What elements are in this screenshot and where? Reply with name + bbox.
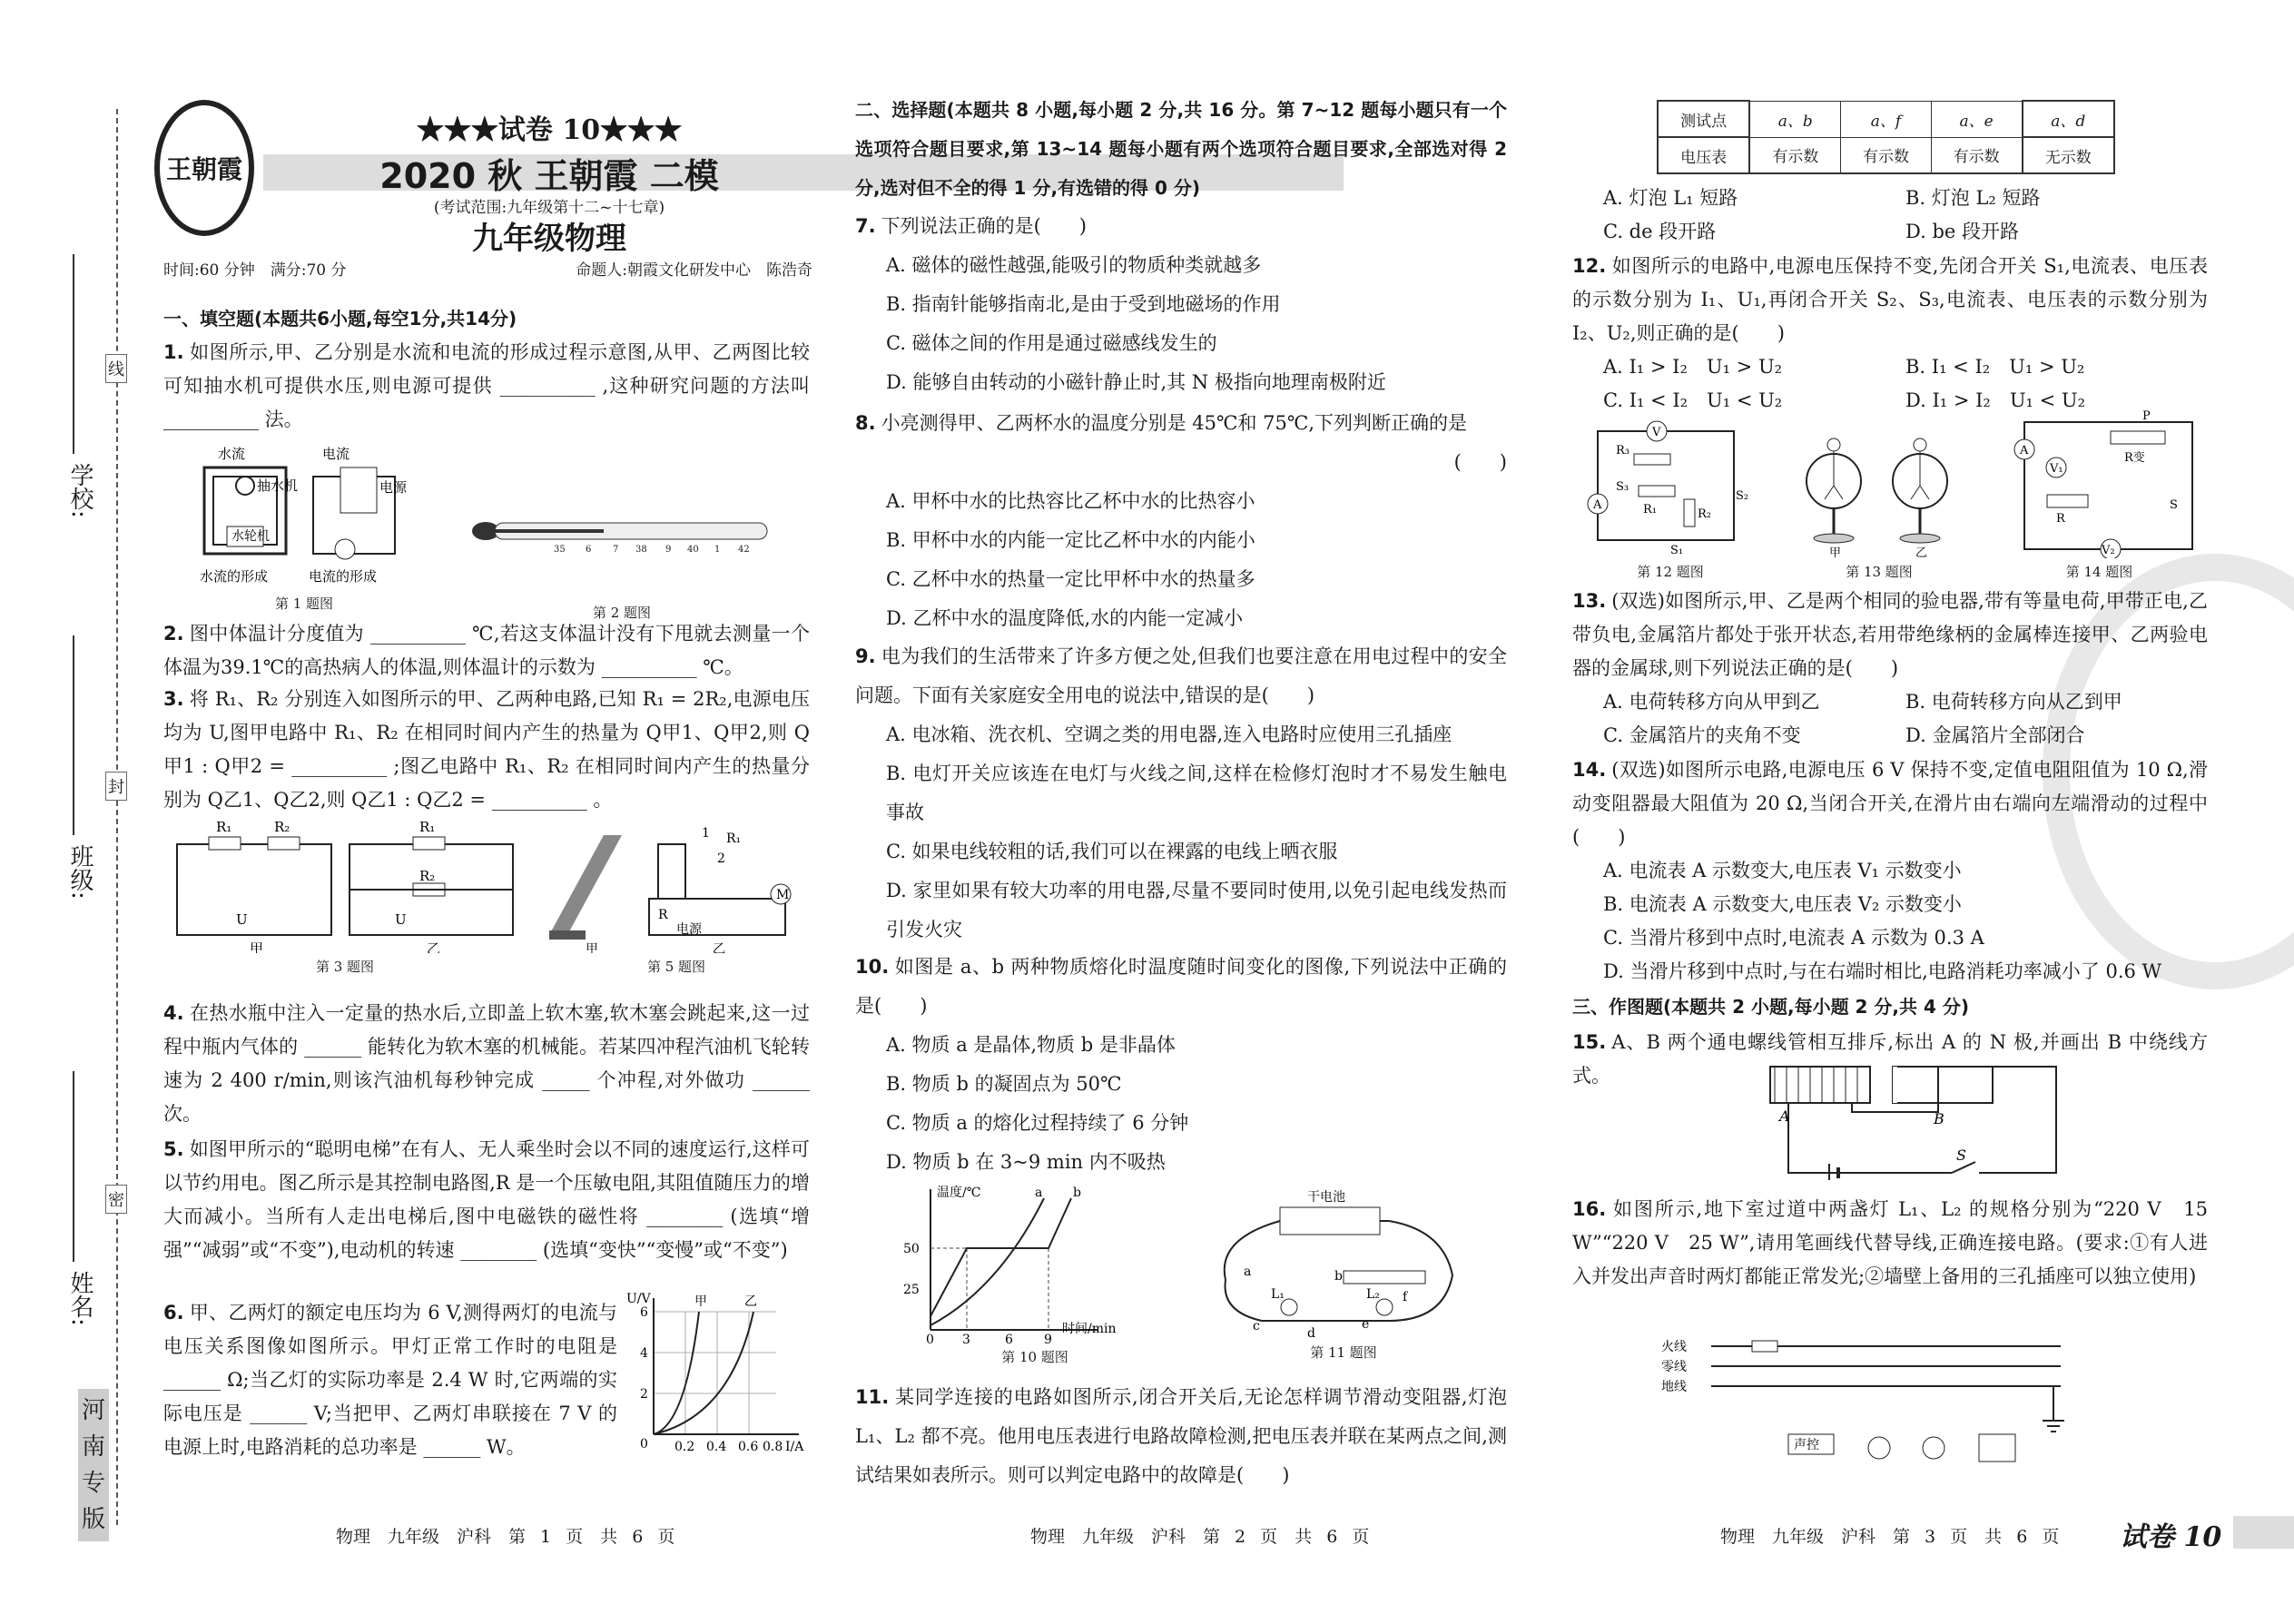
iu-graph [622, 1289, 812, 1471]
question-12 [1572, 250, 2208, 418]
fig3-caption: 第 3 题图 [315, 959, 375, 975]
question-9 [855, 637, 1507, 950]
badge-bar [2233, 1516, 2294, 1549]
table-cell: 有示数 [1749, 137, 1840, 173]
svg-text:R: R [658, 908, 668, 922]
exam-title: 2020 秋 王朝霞 二模 [379, 156, 719, 196]
svg-text:U: U [236, 911, 248, 928]
exam-time: 时间:60 分钟 满分:70 分 [163, 261, 347, 280]
q-num: 12. [1572, 255, 1607, 277]
svg-text:I/A: I/A [785, 1440, 804, 1454]
fig1-label: 水流的形成 [200, 568, 269, 585]
q7-text: 下列说法正确的是( ) [881, 215, 1087, 237]
q8-option-c[interactable]: C. 乙杯中水的热量一定比甲杯中水的热量多 [886, 568, 1255, 590]
fig1-label: 水流 [218, 446, 246, 462]
svg-text:时间/min: 时间/min [1062, 1322, 1117, 1336]
table-cell: a、f [1841, 101, 1931, 137]
svg-text:S: S [2170, 498, 2178, 512]
question-11 [855, 1378, 1507, 1495]
q1-text: 如图所示,甲、乙分别是水流和电流的形成过程示意图,从甲、乙两图比较可知抽水机可提供水压,则电源可提供 __________ ,这种研究问题的方法叫 __________ 法。 [163, 341, 810, 430]
svg-text:3: 3 [962, 1333, 970, 1343]
q13-option-a[interactable]: A. 电荷转移方向从甲到乙 [1603, 691, 1820, 713]
q-num: 10. [855, 956, 890, 978]
svg-text:甲: 甲 [1829, 546, 1842, 558]
fig1-label: 电源 [379, 479, 408, 496]
table-cell: a、d [2023, 101, 2114, 137]
svg-text:40: 40 [687, 545, 699, 555]
svg-text:火线: 火线 [1661, 1340, 1687, 1354]
q7-option-a[interactable]: A. 磁体的磁性越强,能吸引的物质种类就越多 [886, 254, 1262, 276]
svg-text:乙: 乙 [713, 942, 725, 953]
q-num: 8. [855, 412, 876, 434]
svg-text:乙: 乙 [1915, 546, 1928, 558]
q13-option-c[interactable]: C. 金属箔片的夹角不变 [1603, 724, 1801, 746]
question-7 [855, 207, 1507, 402]
q9-option-c[interactable]: C. 如果电线较粗的话,我们可以在裸露的电线上晒衣服 [886, 841, 1338, 862]
svg-text:S₂: S₂ [1736, 489, 1749, 503]
svg-text:R₁: R₁ [726, 832, 742, 846]
question-3 [163, 683, 810, 817]
mark-mi: 密 [105, 1185, 127, 1214]
question-4 [163, 997, 810, 1131]
svg-text:P: P [2142, 409, 2151, 423]
fig1-label: 水轮机 [231, 529, 270, 544]
q3-text: 将 R₁、R₂ 分别连入如图所示的甲、乙两种电路,已知 R₁ = 2R₂,电源电压均为 U,图甲电路中 R₁、R₂ 在相同时间内产生的热量为 Q甲1、Q甲2,则 Q甲1 : Q甲2 = __________ ;图乙电路中 R₁、R₂ 在相同时间内产生的热量分别为 Q乙1、Q乙2,则 Q乙1 : Q乙2 = __________ 。 [163, 688, 810, 811]
q11-option-a[interactable]: A. 灯泡 L₁ 短路 [1603, 187, 1738, 209]
q-num: 14. [1572, 759, 1607, 781]
section-fill-in-title: 一、填空题(本题共6小题,每空1分,共14分) [163, 308, 517, 330]
figure-16 [1661, 1330, 2070, 1484]
exam-badge: 试卷 10 [2120, 1521, 2222, 1553]
svg-text:e: e [1362, 1317, 1370, 1332]
table-cell: 有示数 [1931, 137, 2022, 173]
svg-text:2: 2 [640, 1387, 648, 1402]
q10-option-c[interactable]: C. 物质 a 的熔化过程持续了 6 分钟 [886, 1112, 1189, 1134]
svg-text:6: 6 [586, 545, 592, 555]
svg-text:乙: 乙 [744, 1294, 757, 1309]
svg-text:干电池: 干电池 [1307, 1190, 1345, 1205]
figure-12 [1580, 413, 1761, 586]
q11-option-b[interactable]: B. 灯泡 L₂ 短路 [1905, 187, 2041, 209]
svg-text:0: 0 [640, 1437, 648, 1452]
question-2 [163, 617, 810, 684]
svg-text:R₂: R₂ [419, 868, 436, 884]
svg-text:电源: 电源 [676, 922, 702, 937]
q13-option-b[interactable]: B. 电荷转移方向从乙到甲 [1905, 691, 2122, 713]
section-drawing-title: 三、作图题(本题共 2 小题,每小题 2 分,共 4 分) [1572, 996, 1970, 1018]
table-cell: 有示数 [1841, 137, 1931, 173]
table-cell: 测试点 [1658, 101, 1749, 137]
q9-option-a[interactable]: A. 电冰箱、洗衣机、空调之类的用电器,连入电路时应使用三孔插座 [886, 723, 1452, 745]
fig12-caption: 第 12 题图 [1637, 564, 1704, 580]
svg-text:25: 25 [903, 1283, 920, 1297]
q14-option-a[interactable]: A. 电流表 A 示数变大,电压表 V₁ 示数变小 [1603, 860, 1962, 881]
exam-scope: (考试范围:九年级第十二~十七章) [433, 199, 665, 217]
svg-text:地线: 地线 [1661, 1380, 1687, 1394]
svg-text:9: 9 [1044, 1333, 1052, 1343]
q-num: 13. [1572, 590, 1607, 612]
svg-text:R₃: R₃ [1616, 444, 1629, 458]
fig2-caption: 第 2 题图 [592, 605, 652, 621]
q12-option-d[interactable]: D. I₁ > I₂ U₁ < U₂ [1905, 389, 2085, 411]
q9-option-d[interactable]: D. 家里如果有较大功率的用电器,尽量不要同时使用,以免引起电线发热而引发火灾 [886, 880, 1507, 940]
q7-option-c[interactable]: C. 磁体之间的作用是通过磁感线发生的 [886, 332, 1217, 354]
footer-page-2: 物理 九年级 沪科 第 2 页 共 6 页 [1030, 1527, 1370, 1547]
melting-graph [899, 1180, 1171, 1343]
svg-text:B: B [1934, 1110, 1944, 1127]
q8-answer-paren: ( ) [1453, 451, 1507, 473]
household-wiring-diagram [1661, 1330, 2070, 1484]
question-1 [163, 336, 810, 437]
svg-text:乙: 乙 [427, 940, 441, 953]
q11-voltage-table [1657, 100, 2115, 174]
svg-text:A: A [1593, 498, 1602, 512]
elevator-circuit [540, 817, 812, 953]
q13-text: (双选)如图所示,甲、乙是两个相同的验电器,带有等量电荷,甲带正电,乙带负电,金属箔片都处于张开状态,若用带绝缘柄的金属棒连接甲、乙两验电器的金属球,则下列说法正确的是( ) [1572, 590, 2208, 679]
svg-text:38: 38 [635, 545, 647, 555]
svg-text:35: 35 [554, 545, 566, 555]
q-num: 2. [163, 623, 184, 645]
q-num: 1. [163, 341, 184, 363]
figure-2-thermometer [468, 508, 776, 621]
school-field[interactable] [73, 254, 74, 454]
binding-line [116, 109, 118, 1525]
svg-text:A: A [1779, 1107, 1790, 1125]
q16-text: 如图所示,地下室过道中两盏灯 L₁、L₂ 的规格分别为“220 V 15 W”“220 V 25 W”,请用笔画线代替导线,正确连接电路。(要求:①有人进入并发出声音时两灯都能正常发光;②墙壁上备用的三孔插座可以独立使用) [1572, 1198, 2208, 1287]
figure-14 [1997, 399, 2201, 586]
q10-option-a[interactable]: A. 物质 a 是晶体,物质 b 是非晶体 [886, 1034, 1176, 1056]
svg-text:0.6: 0.6 [738, 1440, 759, 1454]
q12-option-a[interactable]: A. I₁ > I₂ U₁ > U₂ [1603, 356, 1783, 378]
circuit-diagram [172, 817, 517, 953]
exam-author: 命题人:朝霞文化研发中心 陈浩奇 [576, 261, 812, 280]
svg-text:甲: 甲 [586, 942, 598, 953]
q7-option-b[interactable]: B. 指南针能够指南北,是由于受到地磁场的作用 [886, 293, 1281, 315]
svg-text:4: 4 [640, 1346, 648, 1361]
table-cell: 无示数 [2023, 137, 2114, 173]
circuit-diagram [1580, 413, 1761, 558]
q12-option-b[interactable]: B. I₁ < I₂ U₁ > U₂ [1905, 356, 2085, 378]
q8-text: 小亮测得甲、乙两杯水的温度分别是 45℃和 75℃,下列判断正确的是 [881, 412, 1468, 434]
svg-text:c: c [1253, 1319, 1260, 1334]
q11-option-c[interactable]: C. de 段开路 [1603, 221, 1717, 242]
table-row [1658, 101, 2114, 137]
q-num: 15. [1572, 1031, 1607, 1053]
q4-text: 在热水瓶中注入一定量的热水后,立即盖上软木塞,软木塞会跳起来,这一过程中瓶内气体的 ______ 能转化为软木塞的机械能。若某四冲程汽油机飞轮转速为 2 400 r/min,则该汽油机每秒钟完成 _____ 个冲程,对外做功 ______ 次。 [163, 1002, 810, 1125]
q7-option-d[interactable]: D. 能够自由转动的小磁针静止时,其 N 极指向地理南极附近 [886, 371, 1386, 393]
svg-text:1: 1 [714, 545, 721, 555]
q5-text: 如图甲所示的“聪明电梯”在有人、无人乘坐时会以不同的速度运行,这样可以节约用电。图乙所示是其控制电路图,R 是一个压敏电阻,其阻值随压力的增大而减小。当所有人走出电梯后,图中电磁铁的磁性将 ________ (选填“增强”“减弱”或“不变”),电动机的转速 ________ (选填“变快”“变慢”或“不变”) [163, 1138, 810, 1261]
svg-text:R₁: R₁ [1643, 503, 1657, 517]
figure-5 [540, 817, 812, 989]
q8-option-b[interactable]: B. 甲杯中水的内能一定比乙杯中水的内能小 [886, 529, 1255, 551]
solenoid-diagram [1761, 1062, 2070, 1180]
q9-text: 电为我们的生活带来了许多方便之处,但我们也要注意在用电过程中的安全问题。下面有关家庭安全用电的说法中,错误的是( ) [855, 645, 1507, 706]
svg-text:R: R [2056, 512, 2065, 526]
logo: 王朝霞 [154, 100, 254, 236]
figure-15 [1761, 1062, 2070, 1180]
electroscope-icon [1793, 431, 1965, 558]
svg-text:V₂: V₂ [2102, 544, 2115, 557]
q12-text: 如图所示的电路中,电源电压保持不变,先闭合开关 S₁,电流表、电压表的示数分别为 I₁、U₁,再闭合开关 S₂、S₃,电流表、电压表的示数分别为 I₂、U₂,则正确的是( ) [1572, 255, 2208, 344]
circuit-diagram [1997, 399, 2201, 558]
svg-text:声控: 声控 [1794, 1438, 1819, 1452]
q10-text: 如图是 a、b 两种物质熔化时温度随时间变化的图像,下列说法中正确的是( ) [855, 956, 1507, 1017]
svg-text:R₂: R₂ [1698, 507, 1711, 521]
thermometer-icon [468, 508, 776, 563]
fig11-caption: 第 11 题图 [1310, 1344, 1377, 1361]
q6-text: 甲、乙两灯的额定电压均为 6 V,测得两灯的电流与电压关系图像如图所示。甲灯正常工作时的电阻是 ______ Ω;当乙灯的实际功率是 2.4 W 时,它两端的实际电压是 ______ V;当把甲、乙两灯串联接在 7 V 的电源上时,电路消耗的总功率是 ______ W。 [163, 1302, 617, 1458]
fig1-caption: 第 1 题图 [274, 595, 334, 612]
question-5 [163, 1133, 810, 1267]
svg-text:U/V: U/V [626, 1292, 651, 1306]
footer-page-3: 物理 九年级 沪科 第 3 页 共 6 页 [1720, 1527, 2060, 1547]
q11-text: 某同学连接的电路如图所示,闭合开关后,无论怎样调节滑动变阻器,灯泡 L₁、L₂ 都不亮。他用电压表进行电路故障检测,把电压表并联在某两点之间,测试结果如表所示。则可以判定电路中的故障是( ) [855, 1386, 1507, 1486]
svg-text:U: U [395, 911, 407, 928]
svg-text:S₁: S₁ [1670, 544, 1684, 557]
q-num: 4. [163, 1002, 184, 1024]
fig1-label: 电流的形成 [309, 568, 378, 585]
q-num: 6. [163, 1302, 184, 1324]
q8-option-a[interactable]: A. 甲杯中水的比热容比乙杯中水的比热容小 [886, 490, 1255, 512]
svg-text:A: A [2020, 444, 2029, 458]
q11-options [1572, 182, 2208, 249]
class-label: 班级: [66, 844, 94, 900]
q-num: 3. [163, 688, 184, 710]
svg-text:零线: 零线 [1661, 1360, 1687, 1374]
svg-text:a: a [1035, 1186, 1043, 1200]
figure-1 [191, 436, 418, 617]
svg-text:50: 50 [903, 1242, 920, 1256]
fig5-caption: 第 5 题图 [646, 959, 706, 975]
q10-option-d[interactable]: D. 物质 b 在 3~9 min 内不吸热 [886, 1151, 1166, 1173]
svg-text:R₂: R₂ [274, 819, 290, 835]
table-row [1658, 137, 2114, 173]
q-num: 16. [1572, 1198, 1607, 1220]
class-field[interactable] [73, 635, 74, 835]
q11-option-d[interactable]: D. be 段开路 [1905, 221, 2019, 242]
figure-10-graph [899, 1180, 1171, 1371]
svg-text:R₁: R₁ [216, 819, 232, 835]
svg-text:d: d [1307, 1326, 1315, 1339]
name-field[interactable] [73, 1071, 74, 1262]
exam-number: ★★★试卷 10★★★ [416, 114, 683, 146]
footer-page-1: 物理 九年级 沪科 第 1 页 共 6 页 [336, 1527, 675, 1547]
svg-text:甲: 甲 [250, 940, 264, 953]
fig1-label: 电流 [322, 446, 350, 462]
svg-text:2: 2 [717, 851, 725, 866]
figure-3 [172, 817, 517, 989]
fig13-caption: 第 13 题图 [1846, 564, 1913, 580]
fig10-caption: 第 10 题图 [1001, 1349, 1068, 1365]
svg-text:0: 0 [926, 1333, 934, 1343]
question-8 [855, 404, 1507, 638]
svg-text:1: 1 [702, 826, 710, 841]
svg-text:0.2: 0.2 [674, 1440, 695, 1454]
figure-11 [1207, 1185, 1480, 1366]
svg-text:9: 9 [665, 545, 672, 555]
mark-xian: 线 [105, 354, 127, 383]
figure-13 [1793, 431, 1965, 586]
svg-text:7: 7 [613, 545, 619, 555]
name-label: 姓名: [66, 1271, 94, 1326]
figure-6-graph [622, 1289, 812, 1471]
water-current-diagram [191, 436, 418, 590]
svg-text:S: S [1956, 1147, 1966, 1164]
q9-option-b[interactable]: B. 电灯开关应该连在电灯与火线之间,这样在检修灯泡时才不易发生触电事故 [886, 763, 1507, 823]
svg-text:b: b [1073, 1186, 1081, 1200]
svg-text:V₁: V₁ [2050, 462, 2063, 476]
table-cell: a、b [1749, 101, 1840, 137]
svg-text:a: a [1244, 1265, 1252, 1279]
svg-text:R₁: R₁ [419, 819, 436, 835]
svg-text:M: M [776, 888, 790, 902]
edition-badge: 河南专版 [78, 1389, 109, 1541]
svg-text:6: 6 [1005, 1333, 1013, 1343]
q8-option-d[interactable]: D. 乙杯中水的温度降低,水的内能一定减小 [886, 607, 1244, 629]
circuit-fault-diagram [1207, 1185, 1480, 1339]
svg-text:0.4: 0.4 [706, 1440, 727, 1454]
svg-text:甲: 甲 [694, 1294, 707, 1309]
q14-text: (双选)如图所示电路,电源电压 6 V 保持不变,定值电阻阻值为 10 Ω,滑动变阻器最大阻值为 20 Ω,当闭合开关,在滑片由右端向左端滑动的过程中( ) [1572, 759, 2208, 848]
svg-text:f: f [1403, 1290, 1408, 1304]
svg-text:6: 6 [640, 1305, 648, 1320]
svg-text:L₂: L₂ [1366, 1287, 1380, 1302]
q12-option-c[interactable]: C. I₁ < I₂ U₁ < U₂ [1603, 389, 1783, 411]
svg-text:温度/℃: 温度/℃ [937, 1186, 981, 1200]
mark-feng: 封 [105, 772, 127, 801]
q2-text: 图中体温计分度值为 __________ ℃,若这支体温计没有下甩就去测量一个体温为39.1℃的高热病人的体温,则体温计的示数为 __________ ℃。 [163, 623, 810, 678]
svg-text:0.8: 0.8 [763, 1440, 783, 1454]
question-16 [1572, 1193, 2208, 1294]
school-label: 学校: [66, 463, 94, 518]
svg-text:S₃: S₃ [1616, 480, 1629, 494]
fig14-caption: 第 14 题图 [2065, 564, 2133, 580]
q-num: 11. [855, 1386, 890, 1408]
svg-text:42: 42 [738, 545, 750, 555]
section-choice-title: 二、选择题(本题共 8 小题,每小题 2 分,共 16 分。第 7~12 题每小题只有一个选项符合题目要求,第 13~14 题每小题有两个选项符合题目要求,全部选对得 2 分,选对但不全的得 1 分,有选错的得 0 分) [855, 99, 1507, 199]
q-num: 7. [855, 215, 876, 237]
q10-option-b[interactable]: B. 物质 b 的凝固点为 50℃ [886, 1073, 1122, 1095]
q14-option-c[interactable]: C. 当滑片移到中点时,电流表 A 示数为 0.3 A [1603, 927, 1984, 949]
svg-text:R变: R变 [2124, 451, 2145, 465]
q14-option-d[interactable]: D. 当滑片移到中点时,与在右端时相比,电路消耗功率减小了 0.6 W [1603, 960, 2162, 982]
svg-text:V: V [1652, 426, 1661, 439]
q-num: 5. [163, 1138, 184, 1160]
fig1-label: 抽水机 [257, 477, 299, 494]
svg-text:b: b [1334, 1269, 1343, 1284]
table-cell: 电压表 [1658, 137, 1749, 173]
q14-option-b[interactable]: B. 电流表 A 示数变大,电压表 V₂ 示数变小 [1603, 893, 1962, 915]
subject-title: 九年级物理 [472, 221, 626, 257]
q-num: 9. [855, 645, 876, 667]
q13-option-d[interactable]: D. 金属箔片全部闭合 [1905, 724, 2085, 746]
table-cell: a、e [1931, 101, 2022, 137]
svg-text:L₁: L₁ [1271, 1287, 1285, 1302]
question-6 [163, 1296, 617, 1464]
question-10 [855, 948, 1507, 1182]
q15-text: A、B 两个通电螺线管相互排斥,标出 A 的 N 极,并画出 B 中绕线方式。 [1572, 1031, 2208, 1087]
